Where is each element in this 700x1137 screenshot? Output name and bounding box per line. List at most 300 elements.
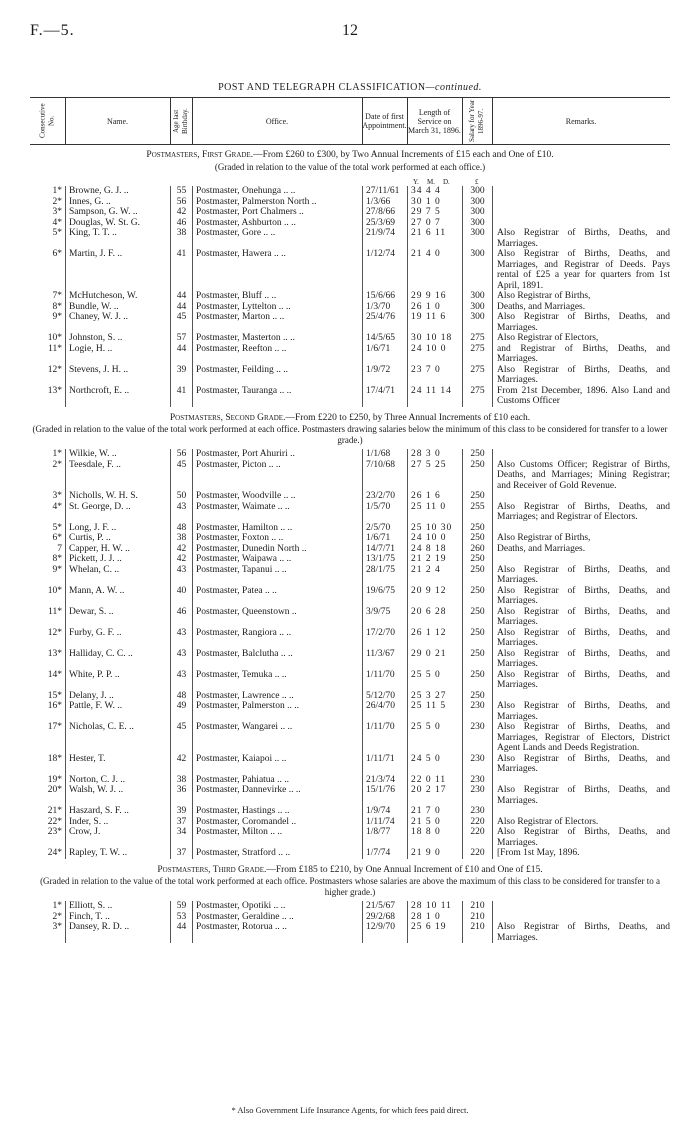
row-age: 46 [170,218,192,229]
table-row [30,922,670,943]
row-office: Postmaster, Ashburton .. .. [192,218,362,229]
row-service-length: 20 2 17 [407,785,462,806]
row-age: 46 [170,607,192,628]
row-name: Halliday, C. C. .. [65,649,170,670]
row-age: 39 [170,365,192,386]
row-date: 1/11/70 [362,670,407,691]
table-row [30,312,670,333]
row-office: Postmaster, Rangiora .. .. [192,628,362,649]
row-name: King, T. T. .. [65,228,170,249]
col-consecutive-no: Consecutive No. [38,103,56,139]
row-remarks: Also Registrar of Births, Deaths, and Marriages, Registrar of Electors, District Agent Lands and Deeds Registration. [492,722,670,754]
table-row [30,722,670,754]
row-salary: 300 [462,218,492,229]
title-suffix: —continued. [425,82,482,93]
row-number: 3* [52,207,62,217]
row-salary: 260 [462,544,492,555]
row-office: Postmaster, Onehunga .. .. [192,186,362,197]
row-office: Postmaster, Geraldine .. .. [192,912,362,923]
row-salary: 255 [462,502,492,523]
section-heading: Postmasters, First Grade.—From £260 to £300, by Two Annual Increments of £15 each and One of £10. [146,150,554,160]
row-date: 1/8/77 [362,827,407,848]
row-age: 41 [170,386,192,407]
row-salary: 300 [462,197,492,208]
row-number: 10* [47,333,62,343]
row-office: Postmaster, Woodville .. .. [192,491,362,502]
row-date: 29/2/68 [362,912,407,923]
row-salary: 250 [462,491,492,502]
row-number: 22* [47,816,62,827]
row-date: 2/5/70 [362,523,407,534]
row-service-length: 26 1 0 [407,302,462,313]
row-age: 45 [170,460,192,492]
row-name: Wilkie, W. .. [65,449,170,460]
grade-label: Postmasters, Second Grade. [169,412,286,423]
row-office: Postmaster, Port Ahuriri .. [192,449,362,460]
row-remarks: Also Registrar of Births, Deaths, and Marriages. [492,565,670,586]
y-unit: Y. [413,178,419,186]
row-office: Postmaster, Stratford .. .. [192,848,362,859]
table-row [30,691,670,702]
row-service-length: 25 5 0 [407,722,462,754]
row-office: Postmaster, Opotiki .. .. [192,901,362,912]
row-name: Inder, S. .. [65,817,170,828]
table-body [30,150,670,949]
table-row [30,701,670,722]
row-date: 27/11/61 [362,186,407,197]
row-age: 48 [170,691,192,702]
row-office: Postmaster, Patea .. .. [192,586,362,607]
row-date: 1/11/71 [362,754,407,775]
table-row [30,386,670,407]
row-office: Postmaster, Hastings .. .. [192,806,362,817]
row-age: 44 [170,291,192,302]
row-age: 34 [170,827,192,848]
row-date: 14/7/71 [362,544,407,555]
row-name: Nicholas, C. E. .. [65,722,170,754]
row-age: 37 [170,817,192,828]
row-age: 43 [170,628,192,649]
row-salary: 220 [462,827,492,848]
row-office: Postmaster, Reefton .. .. [192,344,362,365]
row-date: 1/3/66 [362,197,407,208]
row-date: 23/2/70 [362,491,407,502]
row-remarks [492,207,670,218]
col-office: Office. [265,116,289,126]
row-remarks: Also Registrar of Births, Deaths, and Marriages; and Registrar of Electors. [492,502,670,523]
row-salary: 275 [462,386,492,407]
row-office: Postmaster, Coromandel .. [192,817,362,828]
row-remarks [492,901,670,912]
table-row [30,544,670,555]
row-office: Postmaster, Hawera .. .. [192,249,362,291]
table-row [30,460,670,492]
row-salary: 250 [462,449,492,460]
row-age: 43 [170,670,192,691]
row-date: 26/4/70 [362,701,407,722]
row-remarks: Also Registrar of Births, [492,533,670,544]
m-unit: M. [427,178,435,186]
row-remarks: Also Registrar of Births, Deaths, and Marriages. [492,312,670,333]
row-age: 56 [170,449,192,460]
row-date: 15/6/66 [362,291,407,302]
row-service-length: 25 3 27 [407,691,462,702]
row-salary: 250 [462,586,492,607]
d-unit: D. [443,178,450,186]
row-office: Postmaster, Marton .. .. [192,312,362,333]
row-salary: 300 [462,186,492,197]
row-service-length: 29 7 5 [407,207,462,218]
row-age: 42 [170,544,192,555]
row-service-length: 30 10 18 [407,333,462,344]
row-number: 4* [52,501,62,512]
row-remarks: Also Registrar of Births, Deaths, and Marriages. [492,785,670,806]
row-date: 3/9/75 [362,607,407,628]
row-date: 15/1/76 [362,785,407,806]
row-age: 37 [170,848,192,859]
row-remarks: Deaths, and Marriages. [492,544,670,555]
row-name: Pickett, J. J. .. [65,554,170,565]
table-row [30,554,670,565]
row-age: 42 [170,754,192,775]
row-number: 21* [47,806,62,816]
row-office: Postmaster, Dunedin North .. [192,544,362,555]
row-name: Stevens, J. H. .. [65,365,170,386]
row-office: Postmaster, Lawrence .. .. [192,691,362,702]
row-date: 5/12/70 [362,691,407,702]
row-name: Sampson, G. W. .. [65,207,170,218]
row-date: 25/3/69 [362,218,407,229]
row-number: 5* [52,522,62,533]
row-number: 7 [57,543,62,554]
row-office: Postmaster, Temuka .. .. [192,670,362,691]
row-name: Martin, J. F. .. [65,249,170,291]
row-age: 49 [170,701,192,722]
row-number: 2* [52,459,62,470]
row-office: Postmaster, Queenstown .. [192,607,362,628]
row-number: 9* [52,564,62,575]
row-date: 1/11/74 [362,817,407,828]
row-name: Mann, A. W. .. [65,586,170,607]
row-date: 17/4/71 [362,386,407,407]
row-number: 1* [52,901,62,911]
row-name: Finch, T. .. [65,912,170,923]
row-remarks [492,523,670,534]
row-remarks [492,197,670,208]
section-subheading: (Graded in relation to the value of the total work performed at each office. Postmasters whose salaries are above the maximum of this class to be considered for transfer to a higher grade.) [40,876,660,897]
row-salary: 210 [462,922,492,943]
row-number: 17* [47,722,62,732]
row-service-length: 21 2 4 [407,565,462,586]
col-remarks: Remarks. [565,116,597,126]
row-service-length: 24 5 0 [407,754,462,775]
row-name: White, P. P. .. [65,670,170,691]
section-heading: Postmasters, Second Grade.—From £220 to £250, by Three Annual Increments of £10 each. [169,412,531,423]
table-row [30,785,670,806]
row-age: 39 [170,806,192,817]
row-name: Johnston, S. .. [65,333,170,344]
row-remarks: Also Registrar of Births, Deaths, and Marriages. [492,228,670,249]
row-remarks [492,186,670,197]
row-salary: 250 [462,565,492,586]
table-row [30,302,670,313]
row-remarks: Also Registrar of Births, Deaths, and Marriages. [492,754,670,775]
row-service-length: 21 7 0 [407,806,462,817]
row-remarks: Also Registrar of Births, Deaths, and Marriages, and Registrar of Deeds. Pays rental of £25 a year for quarters from 1st April, 1891. [492,249,670,291]
col-length: Length of Service on March 31, 1896. [408,107,461,135]
row-age: 50 [170,491,192,502]
table-row [30,333,670,344]
row-office: Postmaster, Rotorua .. .. [192,922,362,943]
row-number: 18* [47,753,62,764]
row-name: Douglas, W. St. G. [65,218,170,229]
row-office: Postmaster, Kaiapoi .. .. [192,754,362,775]
row-name: Dansey, R. D. .. [65,922,170,943]
row-number: 10* [47,585,62,596]
row-age: 55 [170,186,192,197]
row-date: 1/12/74 [362,249,407,291]
row-salary: 230 [462,785,492,806]
row-service-length: 29 0 21 [407,649,462,670]
page-header [30,22,670,44]
row-office: Postmaster, Gore .. .. [192,228,362,249]
row-salary: 300 [462,228,492,249]
row-office: Postmaster, Palmerston .. .. [192,701,362,722]
row-service-length: 25 6 19 [407,922,462,943]
row-age: 48 [170,523,192,534]
row-number: 2* [52,196,62,207]
row-salary: 230 [462,806,492,817]
row-office: Postmaster, Palmerston North .. [192,197,362,208]
row-remarks [492,806,670,817]
section-subheading: (Graded in relation to the value of the total work performed at each office. Postmasters drawing salaries below the minimum of this class to be considered for transfer to a lower grade.) [32,424,668,445]
table-row [30,449,670,460]
row-number: 11* [48,343,62,354]
row-name: Rapley, T. W. .. [65,848,170,859]
row-office: Postmaster, Pahiatua .. .. [192,775,362,786]
row-salary: 250 [462,649,492,670]
row-office: Postmaster, Port Chalmers .. [192,207,362,218]
table-row [30,827,670,848]
row-name: Elliott, S. .. [65,901,170,912]
table-row [30,586,670,607]
row-age: 56 [170,197,192,208]
row-salary: 250 [462,533,492,544]
page-number: 12 [342,22,358,39]
row-number: 15* [47,690,62,701]
row-remarks [492,554,670,565]
row-date: 21/5/67 [362,901,407,912]
row-age: 42 [170,554,192,565]
row-remarks: Also Registrar of Electors. [492,817,670,828]
row-remarks: Also Registrar of Births, Deaths, and Marriages. [492,701,670,722]
row-number: 8* [52,554,62,564]
row-office: Postmaster, Foxton .. .. [192,533,362,544]
row-service-length: 18 8 0 [407,827,462,848]
row-date: 21/3/74 [362,775,407,786]
row-age: 44 [170,344,192,365]
row-service-length: 34 4 4 [407,186,462,197]
row-remarks [492,775,670,786]
row-date: 27/8/66 [362,207,407,218]
row-age: 44 [170,302,192,313]
document-title [0,82,700,93]
row-service-length: 20 9 12 [407,586,462,607]
row-office: Postmaster, Tapanui .. .. [192,565,362,586]
table-row [30,523,670,534]
row-service-length: 24 11 14 [407,386,462,407]
row-number: 4* [52,217,62,228]
row-age: 45 [170,722,192,754]
row-salary: 250 [462,691,492,702]
row-salary: 220 [462,848,492,859]
row-number: 23* [47,827,62,837]
row-service-length: 24 10 0 [407,533,462,544]
row-service-length: 20 6 28 [407,607,462,628]
col-age: Age last Birthday. [172,108,189,134]
row-date: 1/9/72 [362,365,407,386]
row-age: 40 [170,586,192,607]
row-salary: 300 [462,312,492,333]
row-remarks: Also Registrar of Births, Deaths, and Marriages. [492,649,670,670]
table-row [30,218,670,229]
row-service-length: 22 0 11 [407,775,462,786]
table-row [30,228,670,249]
row-age: 57 [170,333,192,344]
row-name: Hester, T. [65,754,170,775]
row-name: Furby, G. F. .. [65,628,170,649]
row-number: 16* [47,701,62,711]
table-row [30,207,670,218]
row-salary: 300 [462,249,492,291]
row-remarks: Also Registrar of Births, [492,291,670,302]
row-service-length: 19 11 6 [407,312,462,333]
row-remarks: From 21st December, 1896. Also Land and Customs Officer [492,386,670,407]
row-salary: 300 [462,207,492,218]
row-remarks: and Registrar of Births, Deaths, and Marriages. [492,344,670,365]
row-number: 12* [47,627,62,638]
row-date: 21/9/74 [362,228,407,249]
row-name: Norton, C. J. .. [65,775,170,786]
row-remarks: Also Customs Officer; Registrar of Births, Deaths, and Marriages; Mining Registrar; and Receiver of Gold Revenue. [492,460,670,492]
row-office: Postmaster, Milton .. .. [192,827,362,848]
row-service-length: 25 10 30 [407,523,462,534]
row-date: 11/3/67 [362,649,407,670]
row-date: 13/1/75 [362,554,407,565]
row-salary: 210 [462,912,492,923]
col-name: Name. [106,116,129,126]
row-number: 1* [52,186,62,196]
table-row [30,754,670,775]
row-remarks: Also Registrar of Births, Deaths, and Marriages. [492,628,670,649]
row-service-length: 30 1 0 [407,197,462,208]
row-date: 1/3/70 [362,302,407,313]
row-name: Curtis, P. .. [65,533,170,544]
row-age: 59 [170,901,192,912]
row-date: 1/6/71 [362,533,407,544]
row-salary: 275 [462,333,492,344]
row-salary: 230 [462,701,492,722]
row-remarks [492,218,670,229]
row-age: 38 [170,775,192,786]
row-service-length: 23 7 0 [407,365,462,386]
row-name: Innes, G. .. [65,197,170,208]
row-number: 2* [52,911,62,922]
row-name: Delany, J. .. [65,691,170,702]
row-name: Dewar, S. .. [65,607,170,628]
row-age: 53 [170,912,192,923]
row-number: 20* [47,785,62,795]
row-service-length: 25 5 0 [407,670,462,691]
row-salary: 300 [462,291,492,302]
row-number: 5* [52,228,62,238]
table-row [30,565,670,586]
table-row [30,502,670,523]
row-service-length: 21 6 11 [407,228,462,249]
row-name: McHutcheson, W. [65,291,170,302]
row-office: Postmaster, Balclutha .. .. [192,649,362,670]
row-number: 11* [48,606,62,617]
row-salary: 250 [462,523,492,534]
row-number: 24* [47,848,62,858]
row-remarks [492,449,670,460]
row-name: Walsh, W. J. .. [65,785,170,806]
row-age: 45 [170,312,192,333]
table-row [30,365,670,386]
row-name: Browne, G. J. .. [65,186,170,197]
row-name: Northcroft, E. .. [65,386,170,407]
row-number: 6* [52,533,62,543]
row-date: 28/1/75 [362,565,407,586]
row-service-length: 24 8 18 [407,544,462,555]
row-name: Nicholls, W. H. S. [65,491,170,502]
row-date: 17/2/70 [362,628,407,649]
row-service-length: 21 5 0 [407,817,462,828]
row-remarks [492,912,670,923]
row-date: 25/4/76 [362,312,407,333]
table-row [30,249,670,291]
row-date: 1/7/74 [362,848,407,859]
row-office: Postmaster, Bluff .. .. [192,291,362,302]
row-office: Postmaster, Waipawa .. .. [192,554,362,565]
row-age: 38 [170,228,192,249]
row-salary: 250 [462,554,492,565]
row-number: 13* [47,385,62,396]
row-salary: 230 [462,754,492,775]
row-date: 12/9/70 [362,922,407,943]
row-number: 12* [47,364,62,375]
row-service-length: 27 0 7 [407,218,462,229]
table-row [30,670,670,691]
row-name: Teesdale, F. .. [65,460,170,492]
row-remarks: Also Registrar of Births, Deaths, and Marriages. [492,827,670,848]
row-service-length: 29 9 16 [407,291,462,302]
row-service-length: 28 3 0 [407,449,462,460]
row-number: 9* [52,312,62,322]
row-age: 38 [170,533,192,544]
row-service-length: 25 11 5 [407,701,462,722]
row-office: Postmaster, Masterton .. .. [192,333,362,344]
units-row [30,176,670,186]
row-name: Logie, H. .. [65,344,170,365]
row-remarks: Deaths, and Marriages. [492,302,670,313]
table-row [30,848,670,859]
row-service-length: 26 1 12 [407,628,462,649]
row-service-length: 28 1 0 [407,912,462,923]
title-main: POST AND TELEGRAPH CLASSIFICATION [218,82,426,93]
row-service-length: 21 2 19 [407,554,462,565]
row-office: Postmaster, Dannevirke .. .. [192,785,362,806]
